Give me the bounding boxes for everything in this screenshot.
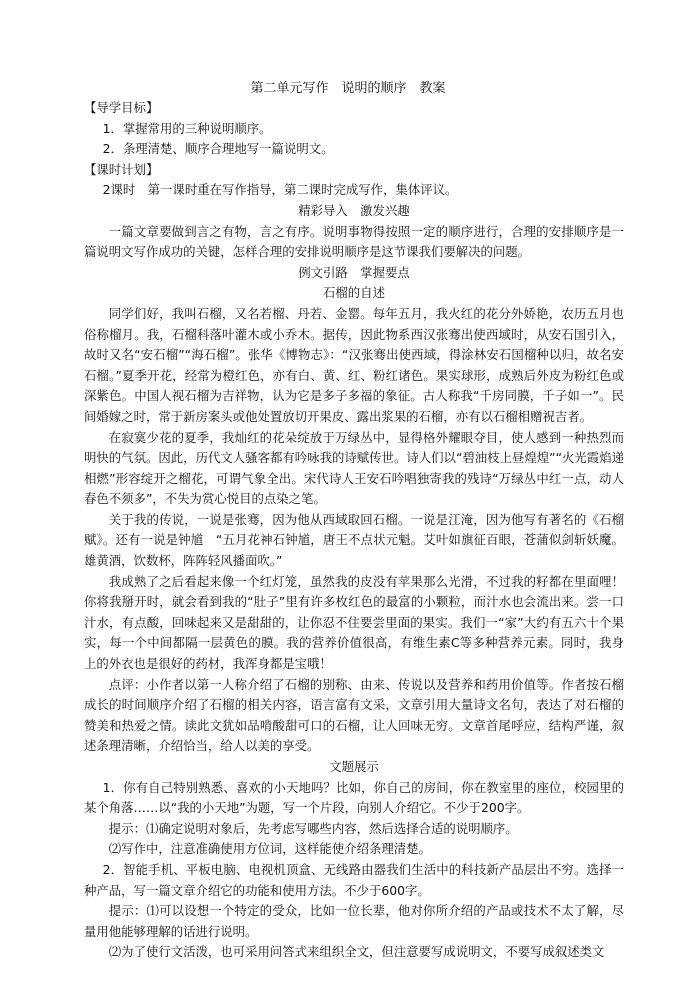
document-title: 第二单元写作 说明的顺序 教案 <box>250 81 446 96</box>
objective-item: 1．掌握常用的三种说明顺序。 <box>102 120 272 136</box>
task-tip: 提示：⑴确定说明对象后，先考虑写哪些内容，然后选择合适的说明顺序。 <box>108 820 518 836</box>
essay-paragraph: 关于我的传说，一说是张骞，因为他从西域取回石榴。一说是江淹，因为他写有著名的《石榴赋》。还有一说是钟馗 “五月花神石钟馗，唐王不点状元魁。艾叶如旗征百眼，苍蒲似剑斩妖魔。雄黄酒，饮数杯，阵阵轻风播面吹。” <box>84 511 624 569</box>
essay-paragraph: 在寂寞少花的夏季，我灿红的花朵绽放于万绿丛中，显得格外耀眼夺目，使人感到一种热烈而明快的气氛。因此，历代文人骚客都有吟咏我的诗赋传世。诗人们以“碧油枝上昼煌煌”“火光霞焰递相燃”形容绽开之榴花，可谓气象全出。宋代诗人王安石吟唱独寄我的残诗“万绿丛中红一点，动人春色不须多”，不失为赏心悦目的点染之笔。 <box>84 429 624 507</box>
document-body <box>84 98 624 963</box>
essay-paragraph: 我成熟了之后看起来像一个红灯笼，虽然我的皮没有苹果那么光滑，不过我的籽都在里面哩！你将我掰开时，就会看到我的“肚子”里有许多枚红色的最富的小颗粒，而汁水也会流出来。尝一口汁水，有点酸，回味起来又是甜甜的，让你忍不住要尝里面的果实。我们一“家”大约有五六十个果实，每一个中间都隔一层黄色的膜。我的营养价值很高，有维生素C等多种营养元素。同时，我身上的外衣也是很好的药材，我浑身都是宝哦！ <box>84 573 624 672</box>
task-tip: ⑵为了使行文活泼，也可采用问答式来组织全文，但注意要写成说明文，不要写成叙述类文 <box>108 944 605 960</box>
essay-title: 石榴的自述 <box>323 285 385 301</box>
essay-comment: 点评：小作者以第一人称介绍了石榴的别称、由来、传说以及营养和药用价值等。作者按石榴成长的时间顺序介绍了石榴的相关内容，语言富有文采，文章引用大量诗文名句，表达了对石榴的赞美和热爱之情。读此文犹如品啃酸甜可口的石榴，让人回味无穷。文章首尾呼应，结构严谨，叙述条理清晰，介绍恰当，给人以美的享受。 <box>84 676 624 754</box>
section-heading-tasks: 文题展示 <box>329 759 379 774</box>
objectives-heading: 【导学目标】 <box>84 100 159 115</box>
section-heading-intro: 精彩导入 激发兴趣 <box>298 202 410 218</box>
intro-paragraph: 一篇文章要做到言之有物，言之有序。说明事物得按照一定的顺序进行，合理的安排顺序是一篇说明文写作成功的关键，怎样合理的安排说明顺序是这节课我们要解决的问题。 <box>84 223 624 260</box>
plan-heading: 【课时计划】 <box>84 161 159 177</box>
objective-item: 2．条理清楚、顺序合理地写一篇说明文。 <box>102 141 334 157</box>
section-heading-example: 例文引路 掌握要点 <box>298 264 410 280</box>
task-item: 1．你有自己特别熟悉、喜欢的小天地吗？比如，你自己的房间，你在教室里的座位，校园里的某个角落……以“我的小天地”为题，写一个片段，向别人介绍它。不少于200字。 <box>84 779 624 816</box>
essay-paragraph: 同学们好，我叫石榴，又名若榴、丹若、金罂。每年五月，我火红的花分外娇艳，农历五月也俗称榴月。我，石榴科落叶灌木或小乔木。据传，因此物系西汉张骞出使西域时，从安石国引入，故时又名“安石榴”“海石榴”。张华《博物志》：“汉张骞出使西域，得涂林安石国榴种以归，故名安石榴。”夏季开花，经常为橙红色，亦有白、黄、红、粉红诸色。果实球形，成熟后外皮为粉红色或深紫色。中国人视石榴为吉祥物，认为它是多子多福的象征。古人称我“千房同膜，千子如一”。民间婚嫁之时，常于新房案头或他处置放切开果皮、露出浆果的石榴，亦有以石榴相赠祝吉者。 <box>84 305 624 424</box>
task-item: 2．智能手机、平板电脑、电视机顶盒、无线路由器我们生活中的科技新产品层出不穷。选择一种产品，写一篇文章介绍它的功能和使用方法。不少于600字。 <box>84 861 624 898</box>
task-tip: 提示：⑴可以设想一个特定的受众，比如一位长辈，他对你所介绍的产品或技术不太了解，尽量用他能够理解的话进行说明。 <box>84 903 624 939</box>
plan-text: 2课时 第一课时重在写作指导，第二课时完成写作，集体评议。 <box>102 182 458 198</box>
task-tip: ⑵写作中，注意准确使用方位词，这样能使介绍条理清楚。 <box>108 841 431 857</box>
